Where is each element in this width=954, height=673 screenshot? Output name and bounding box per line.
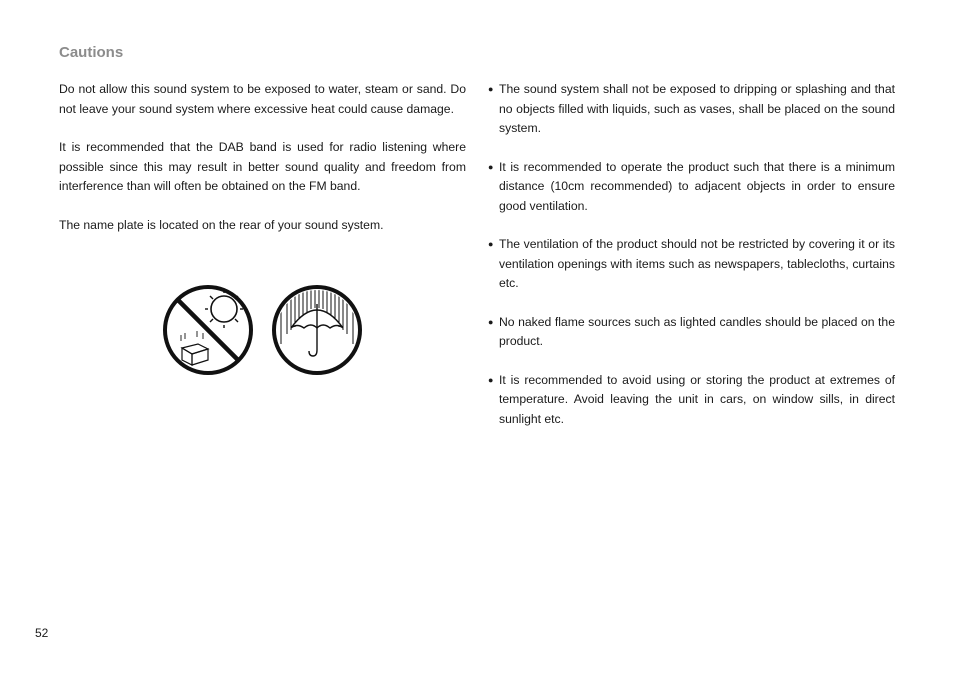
page-number: 52 — [35, 626, 49, 640]
bullet-icon: ● — [488, 161, 494, 172]
bullet-icon: ● — [488, 374, 494, 385]
bullet-text: No naked flame sources such as lighted candles should be placed on the product. — [499, 314, 895, 348]
bullet-icon: ● — [488, 239, 494, 249]
bullet-item-flame — [488, 313, 895, 352]
bullet-text: It is recommended to avoid using or storing the product at extremes of temperature. Avoid leaving the unit in cars, on window sills, in direct sunlight etc. — [499, 372, 895, 426]
bullet-text: It is recommended to operate the product such that there is a minimum distance (10cm recommended) to adjacent objects in order to ensure good ventilation. — [499, 159, 895, 213]
bullet-item-ventilation — [488, 235, 895, 294]
bullet-item-dripping — [488, 80, 895, 139]
bullet-text: The sound system shall not be exposed to dripping or splashing and that no objects filled with liquids, such as vases, shall be placed on the sound system. — [499, 82, 895, 135]
bullet-text: The ventilation of the product should not be restricted by covering it or its ventilation openings with items such as newspapers, tablecloths, curtains etc. — [499, 237, 895, 290]
bullet-icon: ● — [488, 84, 494, 94]
paragraph-name-plate: The name plate is located on the rear of your sound system. — [59, 217, 384, 232]
warning-icons — [162, 284, 362, 376]
bullet-item-temperature — [488, 371, 895, 430]
umbrella-rain-icon — [271, 284, 363, 376]
left-column — [59, 80, 466, 254]
page-heading: Cautions — [59, 44, 124, 61]
paragraph-water-warning: Do not allow this sound system to be exposed to water, steam or sand. Do not leave your sound system where excessive heat could cause damage. — [59, 82, 466, 116]
bullet-item-distance — [488, 158, 895, 217]
paragraph-dab-recommendation: It is recommended that the DAB band is used for radio listening where possible since this may result in better sound quality and freedom from interference than will often be obtained on the FM band. — [59, 140, 466, 193]
no-sun-heat-icon — [162, 284, 254, 376]
bullet-icon: ● — [488, 316, 494, 327]
right-column — [488, 80, 895, 448]
